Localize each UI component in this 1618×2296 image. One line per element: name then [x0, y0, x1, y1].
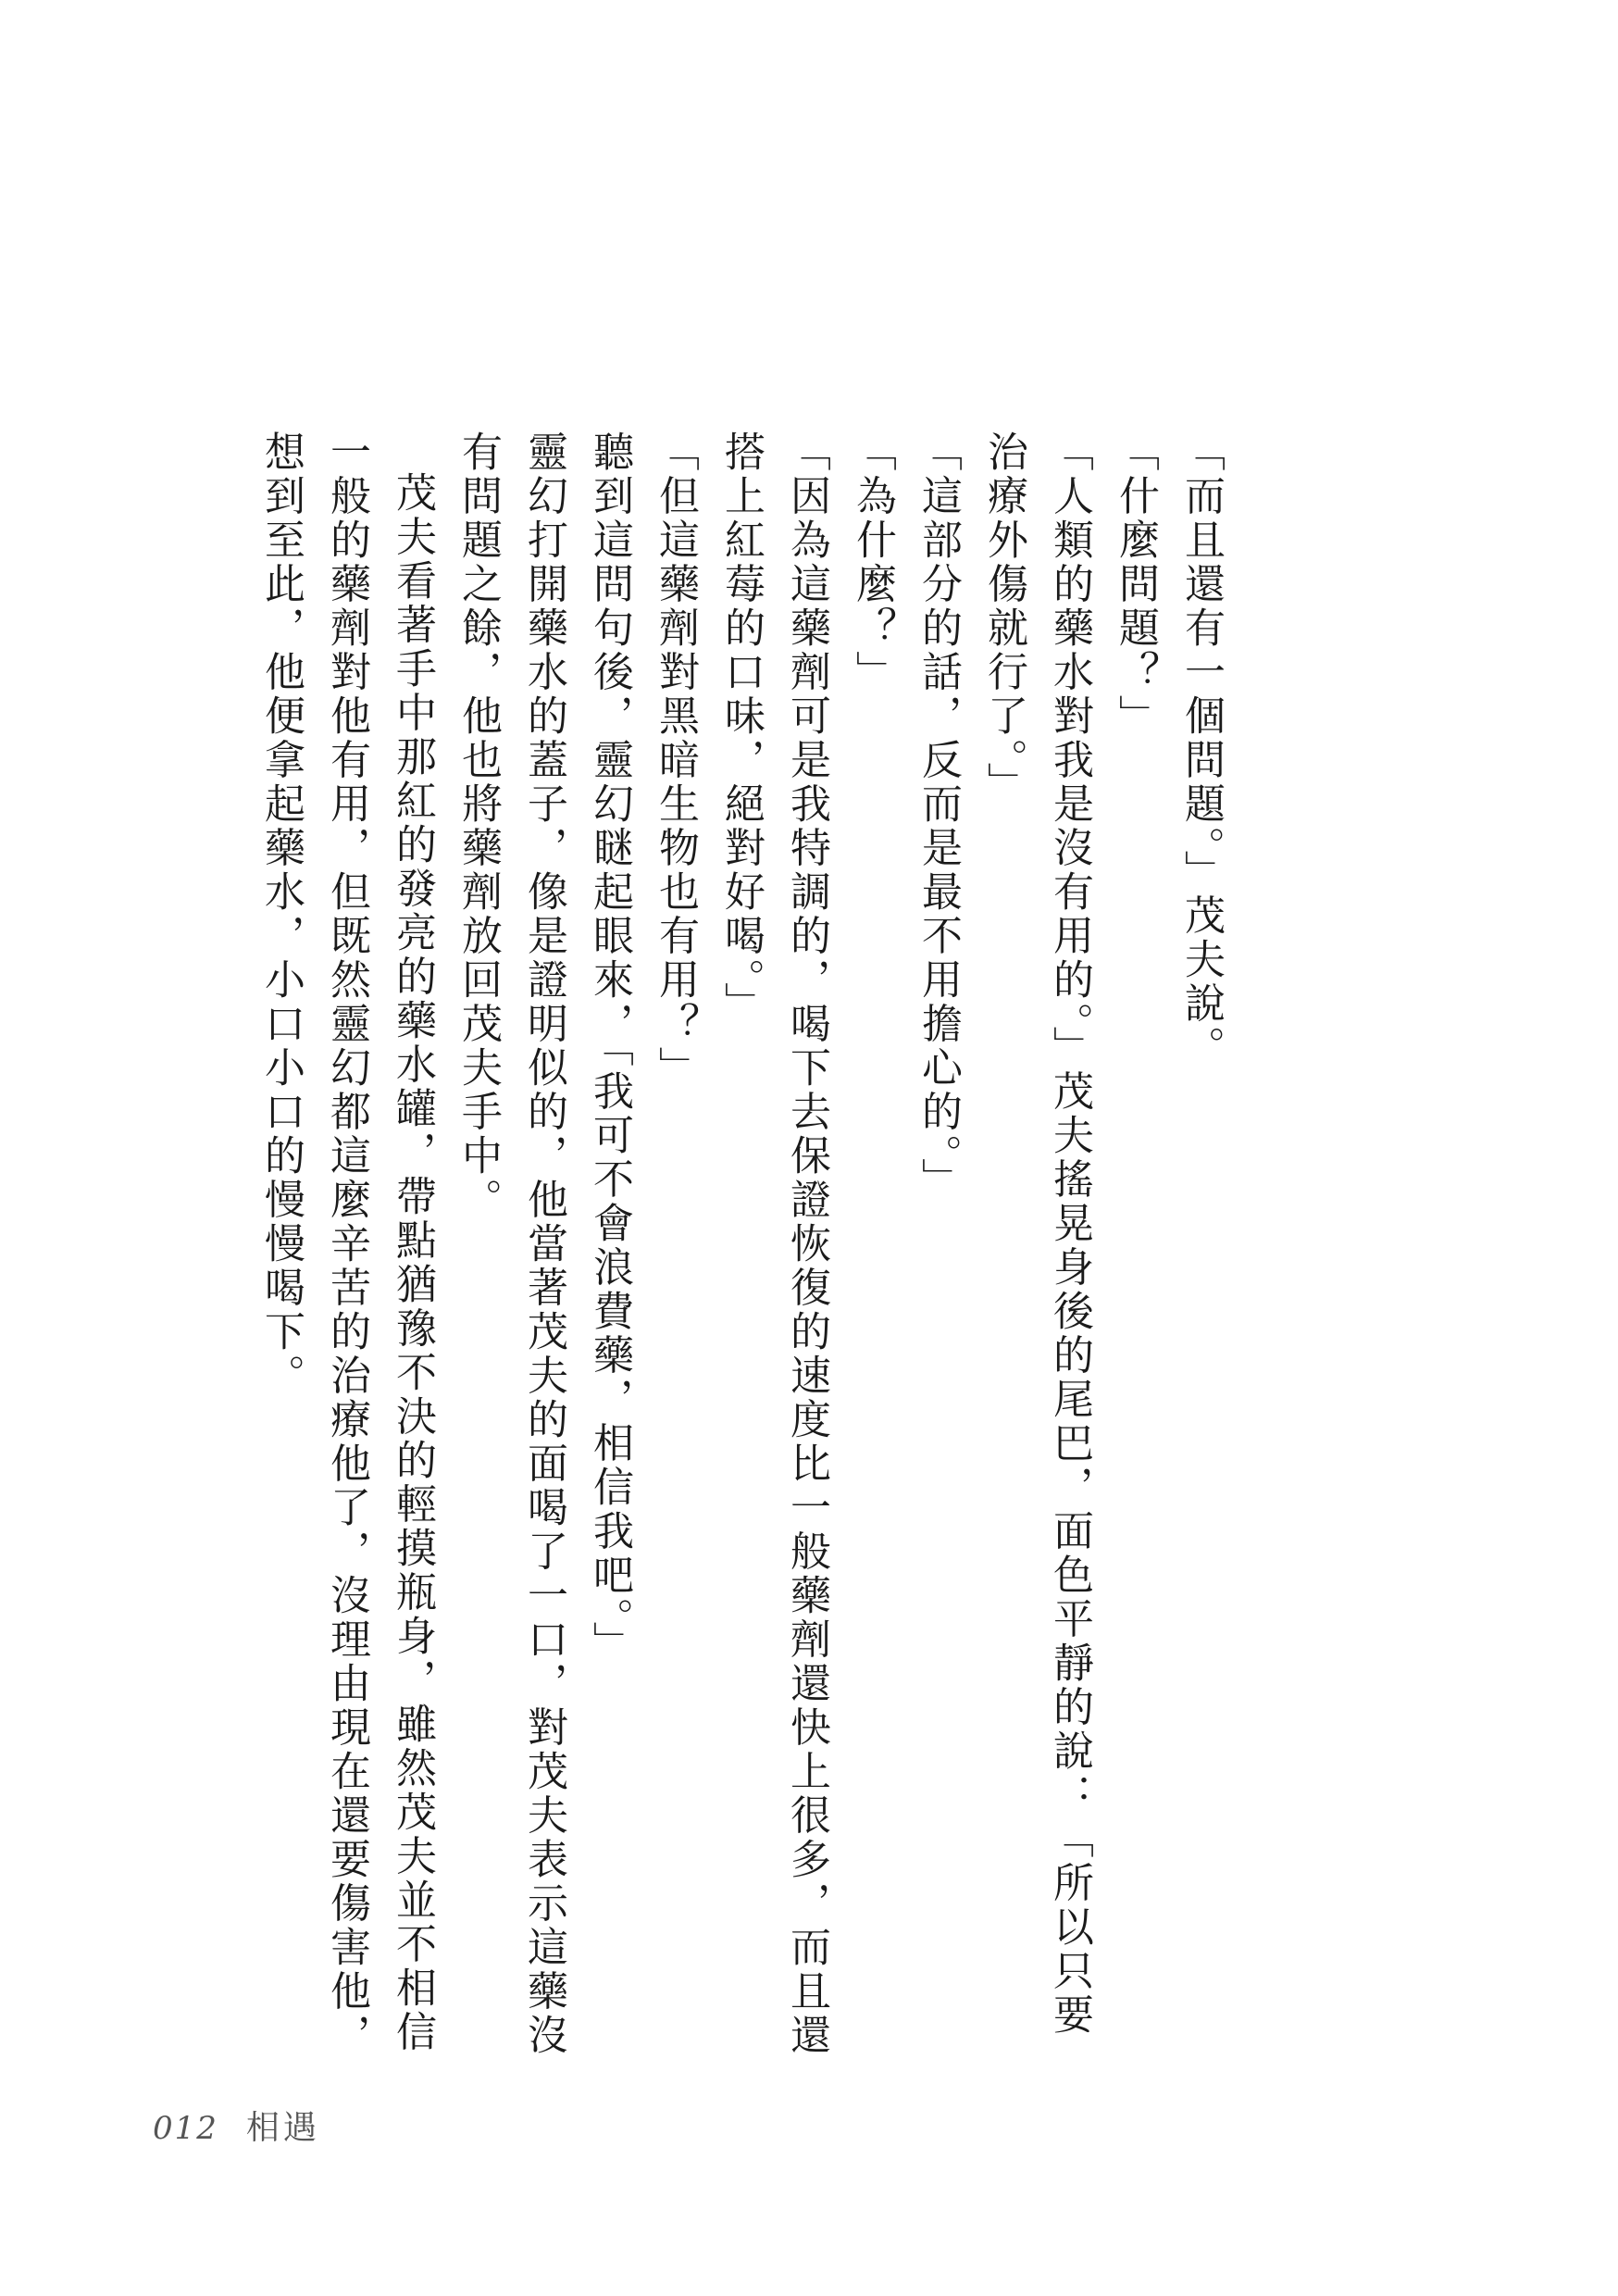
- vertical-text-block: [248, 430, 1234, 2078]
- paragraph: 聽到這問句後，靈幻瞇起眼來，「我可不會浪費藥，相信我吧。」: [586, 430, 633, 1666]
- paragraph: 「為什麼？」: [849, 430, 896, 694]
- paragraph: 「但這藥劑對黑暗生物也有用？」: [652, 430, 699, 1091]
- paragraph: 靈幻打開藥水的蓋子，像是證明似的，他當著茂夫的面喝了一口，對茂夫表示這藥沒有問題之餘，他也將藥劑放回茂夫手中。: [454, 430, 567, 2058]
- page-number: 012: [153, 2110, 218, 2147]
- paragraph: 「什麼問題？」: [1112, 430, 1159, 739]
- page-footer: [153, 2102, 320, 2148]
- paragraph: 「這部分的話，反而是最不用擔心的。」: [915, 430, 962, 1202]
- paragraph: 「因為這藥劑可是我特調的，喝下去保證恢復的速度比一般藥劑還快上很多，而且還搭上紅莓的口味，絕對好喝。」: [717, 430, 830, 2058]
- paragraph: 「而且還有一個問題。」茂夫說。: [1177, 430, 1225, 1070]
- chapter-title: 相遇: [245, 2109, 320, 2147]
- paragraph: 茂夫看著手中那紅的發亮的藥水罐，帶點猶豫不決的輕摸瓶身，雖然茂夫並不相信一般的藥劑對他有用，但既然靈幻都這麼辛苦的治療他了，沒理由現在還要傷害他，想到至此，他便拿起藥水，小口小口的慢慢喝下。: [257, 430, 436, 2058]
- paragraph: 「人類的藥水對我是沒有用的。」茂夫搖晃身後的尾巴，面色平靜的說：「所以只要治療外傷就行了。」: [980, 430, 1093, 2038]
